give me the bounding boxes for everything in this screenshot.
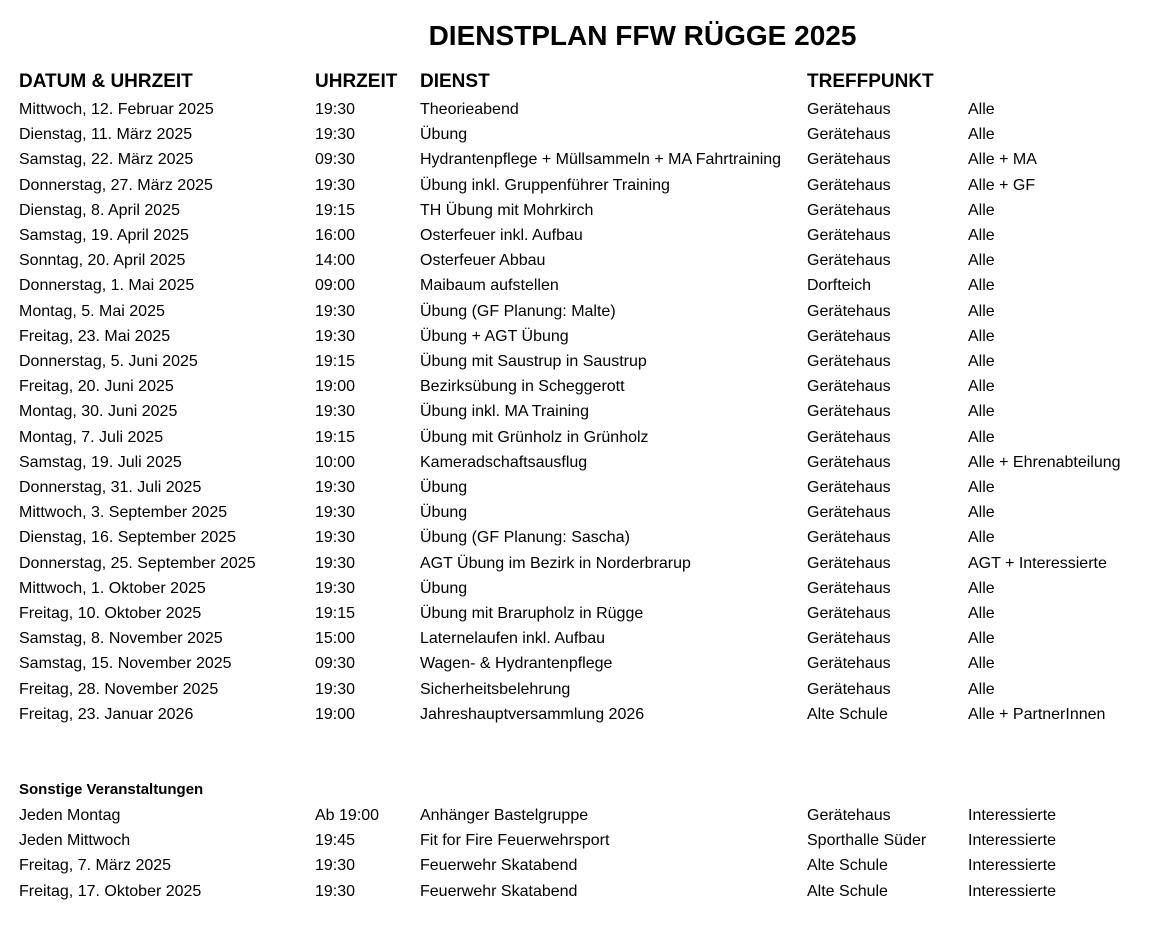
cell-treffpunkt: Gerätehaus [807,176,891,194]
cell-uhrzeit: 10:00 [315,453,356,471]
cell-teilnehmer: Alle [968,378,995,396]
cell-uhrzeit: 15:00 [315,630,356,648]
cell-datum: Freitag, 10. Oktober 2025 [19,605,202,622]
cell-treffpunkt: Gerätehaus [807,428,891,446]
cell-dienst: Übung (GF Planung: Sascha) [420,529,630,547]
cell-treffpunkt: Gerätehaus [807,680,891,698]
table-row [0,97,1157,122]
cell-uhrzeit: 09:00 [315,277,356,295]
table-row [0,425,1157,450]
cell-datum: Donnerstag, 5. Juni 2025 [19,353,198,370]
cell-datum: Jeden Mittwoch [19,832,131,850]
cell-uhrzeit: 19:15 [315,605,356,622]
cell-teilnehmer: Interessierte [968,882,1057,900]
cell-dienst: Bezirksübung in Scheggerott [420,378,625,396]
cell-uhrzeit: 19:15 [315,201,356,219]
cell-datum: Sonntag, 20. April 2025 [19,252,186,270]
cell-uhrzeit: 19:30 [315,857,356,875]
table-row [0,450,1157,475]
cell-treffpunkt: Dorfteich [807,277,872,295]
cell-treffpunkt: Gerätehaus [807,453,891,471]
cell-uhrzeit: Ab 19:00 [315,807,380,824]
cell-datum: Donnerstag, 27. März 2025 [19,176,213,194]
cell-datum: Freitag, 17. Oktober 2025 [19,882,202,900]
cell-teilnehmer: Alle [968,353,995,370]
cell-treffpunkt: Gerätehaus [807,201,891,219]
table-row [0,248,1157,273]
cell-uhrzeit: 19:45 [315,832,356,850]
cell-treffpunkt: Gerätehaus [807,807,891,824]
cell-dienst: Übung [420,504,468,522]
cell-uhrzeit: 19:30 [315,680,356,698]
table-row [0,324,1157,349]
cell-uhrzeit: 09:30 [315,151,356,169]
cell-treffpunkt: Alte Schule [807,857,888,875]
table-row [0,374,1157,399]
table-row [0,349,1157,374]
cell-dienst: Übung mit Grünholz in Grünholz [420,428,649,446]
cell-teilnehmer: Alle [968,403,995,421]
table-row [0,853,1157,878]
cell-treffpunkt: Alte Schule [807,882,888,900]
cell-teilnehmer: Alle [968,302,995,320]
cell-treffpunkt: Gerätehaus [807,101,891,118]
cell-treffpunkt: Sporthalle Süder [807,832,927,850]
cell-uhrzeit: 19:30 [315,126,356,144]
cell-datum: Dienstag, 16. September 2025 [19,529,237,547]
cell-uhrzeit: 19:30 [315,101,356,118]
table-row [0,677,1157,702]
header-dienst: DIENST [420,71,490,92]
cell-treffpunkt: Gerätehaus [807,151,891,169]
cell-uhrzeit: 19:30 [315,579,356,597]
table-row [0,273,1157,298]
cell-uhrzeit: 19:30 [315,529,356,547]
cell-datum: Freitag, 20. Juni 2025 [19,378,174,396]
cell-teilnehmer: Alle [968,529,995,547]
cell-teilnehmer: Interessierte [968,832,1057,850]
cell-teilnehmer: Alle [968,655,995,673]
table-row [0,500,1157,525]
cell-uhrzeit: 19:30 [315,327,356,345]
cell-treffpunkt: Gerätehaus [807,630,891,648]
cell-datum: Mittwoch, 1. Oktober 2025 [19,579,206,597]
table-row [0,147,1157,172]
cell-treffpunkt: Gerätehaus [807,302,891,320]
cell-uhrzeit: 19:00 [315,378,356,396]
cell-uhrzeit: 19:30 [315,479,356,496]
cell-datum: Donnerstag, 31. Juli 2025 [19,479,202,496]
header-uhrzeit: UHRZEIT [315,71,398,92]
table-row [0,475,1157,500]
cell-dienst: Übung + AGT Übung [420,327,569,345]
table-row [0,399,1157,424]
table-row [0,828,1157,853]
table-row [0,122,1157,147]
cell-treffpunkt: Gerätehaus [807,554,891,572]
cell-datum: Samstag, 19. April 2025 [19,227,189,244]
cell-treffpunkt: Alte Schule [807,705,888,723]
table-row [0,702,1157,727]
cell-teilnehmer: Alle [968,579,995,597]
cell-uhrzeit: 19:30 [315,554,356,572]
cell-treffpunkt: Gerätehaus [807,529,891,547]
table-row [0,198,1157,223]
cell-teilnehmer: Alle [968,680,995,698]
table-row [0,525,1157,550]
cell-dienst: Übung [420,479,468,496]
cell-treffpunkt: Gerätehaus [807,353,891,370]
cell-treffpunkt: Gerätehaus [807,126,891,144]
cell-treffpunkt: Gerätehaus [807,227,891,244]
cell-treffpunkt: Gerätehaus [807,327,891,345]
cell-dienst: Übung mit Brarupholz in Rügge [420,605,644,622]
cell-teilnehmer: Alle + PartnerInnen [968,705,1106,723]
cell-uhrzeit: 19:30 [315,403,356,421]
cell-treffpunkt: Gerätehaus [807,378,891,396]
cell-treffpunkt: Gerätehaus [807,579,891,597]
cell-datum: Mittwoch, 12. Februar 2025 [19,101,214,118]
cell-teilnehmer: Alle [968,101,995,118]
cell-datum: Donnerstag, 1. Mai 2025 [19,277,195,295]
cell-treffpunkt: Gerätehaus [807,504,891,522]
table-row [0,601,1157,626]
cell-dienst: Sicherheitsbelehrung [420,680,571,698]
cell-dienst: Hydrantenpflege + Müllsammeln + MA Fahrtraining [420,151,782,169]
cell-uhrzeit: 16:00 [315,227,356,244]
cell-datum: Freitag, 28. November 2025 [19,680,219,698]
table-row [0,626,1157,651]
table-row [0,576,1157,601]
cell-treffpunkt: Gerätehaus [807,479,891,496]
cell-datum: Donnerstag, 25. September 2025 [19,554,256,572]
cell-uhrzeit: 19:15 [315,428,356,446]
cell-uhrzeit: 19:15 [315,353,356,370]
cell-treffpunkt: Gerätehaus [807,655,891,673]
cell-datum: Freitag, 23. Mai 2025 [19,327,171,345]
cell-dienst: Laternelaufen inkl. Aufbau [420,630,606,648]
table-row [0,879,1157,904]
cell-datum: Samstag, 8. November 2025 [19,630,223,648]
cell-datum: Dienstag, 11. März 2025 [19,126,193,144]
cell-teilnehmer: Interessierte [968,857,1057,875]
cell-uhrzeit: 14:00 [315,252,356,270]
cell-teilnehmer: Alle [968,327,995,345]
cell-uhrzeit: 19:30 [315,176,356,194]
cell-datum: Montag, 7. Juli 2025 [19,428,164,446]
cell-dienst: Anhänger Bastelgruppe [420,807,589,824]
cell-datum: Samstag, 19. Juli 2025 [19,453,182,471]
cell-datum: Freitag, 7. März 2025 [19,857,172,875]
header-treffpunkt: TREFFPUNKT [807,71,934,92]
sonstige-heading: Sonstige Veranstaltungen [19,781,204,798]
cell-datum: Jeden Montag [19,807,121,824]
cell-dienst: Theorieabend [420,101,519,118]
cell-datum: Samstag, 15. November 2025 [19,655,232,673]
cell-teilnehmer: Alle [968,227,995,244]
cell-dienst: Jahreshauptversammlung 2026 [420,705,645,723]
cell-teilnehmer: Alle [968,605,995,622]
table-row [0,551,1157,576]
cell-dienst: Osterfeuer inkl. Aufbau [420,227,583,244]
cell-dienst: Übung inkl. MA Training [420,403,589,421]
cell-teilnehmer: Alle [968,252,995,270]
cell-dienst: Maibaum aufstellen [420,277,559,295]
cell-dienst: Feuerwehr Skatabend [420,857,578,875]
cell-dienst: Osterfeuer Abbau [420,252,546,270]
cell-datum: Mittwoch, 3. September 2025 [19,504,228,522]
cell-uhrzeit: 19:30 [315,882,356,900]
cell-dienst: Übung inkl. Gruppenführer Training [420,176,670,194]
cell-teilnehmer: Alle [968,630,995,648]
cell-datum: Samstag, 22. März 2025 [19,151,194,169]
cell-dienst: Fit for Fire Feuerwehrsport [420,832,610,850]
cell-uhrzeit: 19:00 [315,705,356,723]
document-title: DIENSTPLAN FFW RÜGGE 2025 [428,20,857,51]
cell-teilnehmer: Alle [968,126,995,144]
table-row [0,803,1157,828]
cell-uhrzeit: 09:30 [315,655,356,673]
cell-treffpunkt: Gerätehaus [807,605,891,622]
cell-dienst: Kameradschaftsausflug [420,453,588,471]
cell-datum: Montag, 5. Mai 2025 [19,302,165,320]
cell-dienst: Feuerwehr Skatabend [420,882,578,900]
table-row [0,173,1157,198]
table-row [0,299,1157,324]
cell-dienst: Übung [420,126,468,144]
cell-dienst: TH Übung mit Mohrkirch [420,201,594,219]
header-datum: DATUM & UHRZEIT [19,71,193,92]
cell-teilnehmer: Alle + MA [968,151,1037,169]
cell-dienst: Übung (GF Planung: Malte) [420,302,616,320]
cell-teilnehmer: Alle [968,428,995,446]
cell-teilnehmer: Alle [968,479,995,496]
cell-uhrzeit: 19:30 [315,302,356,320]
cell-dienst: Wagen- & Hydrantenpflege [420,655,613,673]
cell-dienst: AGT Übung im Bezirk in Norderbrarup [420,554,691,572]
cell-teilnehmer: Interessierte [968,807,1057,824]
cell-dienst: Übung mit Saustrup in Saustrup [420,353,647,370]
cell-teilnehmer: Alle + GF [968,176,1036,194]
table-row [0,651,1157,676]
cell-datum: Montag, 30. Juni 2025 [19,403,178,421]
cell-datum: Freitag, 23. Januar 2026 [19,705,194,723]
cell-datum: Dienstag, 8. April 2025 [19,201,180,219]
cell-treffpunkt: Gerätehaus [807,403,891,421]
cell-teilnehmer: AGT + Interessierte [968,554,1107,572]
cell-teilnehmer: Alle [968,277,995,295]
table-header [0,68,1157,93]
cell-teilnehmer: Alle + Ehrenabteilung [968,453,1121,471]
cell-teilnehmer: Alle [968,504,995,522]
table-row [0,223,1157,248]
cell-uhrzeit: 19:30 [315,504,356,522]
cell-treffpunkt: Gerätehaus [807,252,891,270]
cell-dienst: Übung [420,579,468,597]
cell-teilnehmer: Alle [968,201,995,219]
